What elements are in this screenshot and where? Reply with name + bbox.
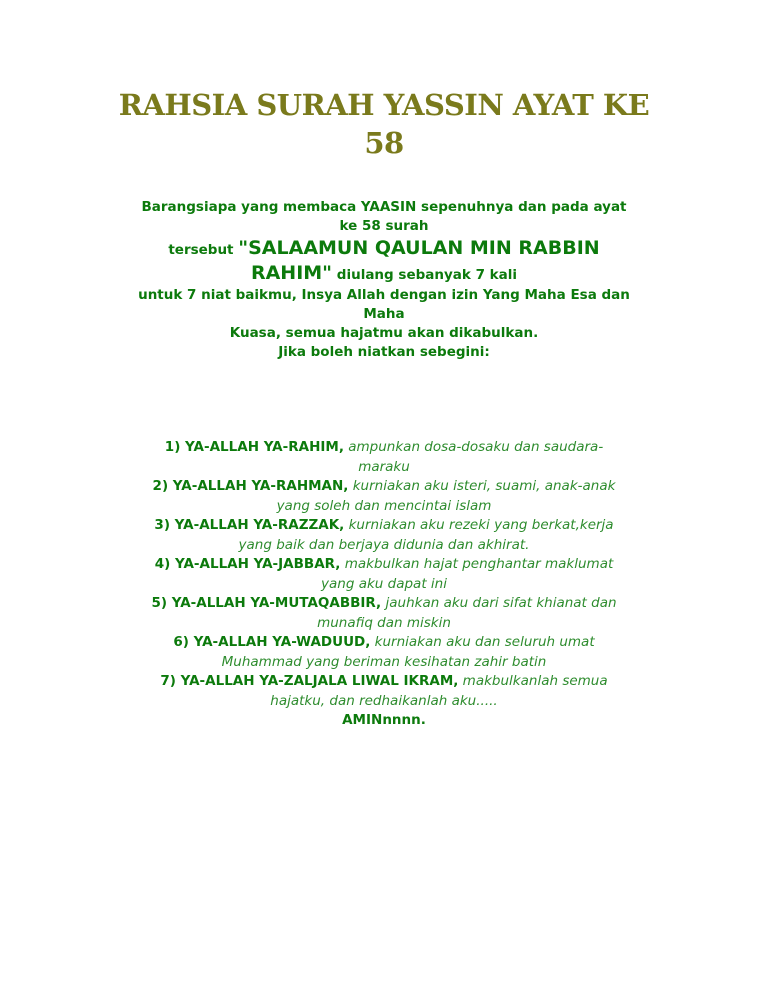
prayer-name: 2) YA-ALLAH YA-RAHMAN, — [152, 478, 349, 494]
intro-line-3 — [100, 236, 668, 261]
prayer-list — [100, 438, 668, 731]
prayer-text-line-1: kurniakan aku dan seluruh umat — [370, 634, 595, 650]
title-line-2: 58 — [364, 126, 404, 160]
prayer-name: 6) YA-ALLAH YA-WADUUD, — [173, 634, 371, 650]
prayer-text-line-1: ampunkan dosa-dosaku dan saudara- — [343, 439, 604, 455]
prayer-name: 4) YA-ALLAH YA-JABBAR, — [154, 556, 341, 572]
prayer-item-1 — [100, 438, 668, 477]
prayer-text-line-2: yang soleh dan mencintai islam — [276, 497, 492, 514]
prayer-item-7 — [100, 672, 668, 711]
prayer-text-line-2: yang baik dan berjaya didunia dan akhirat. — [238, 536, 530, 553]
verse-quote-part-1: "SALAAMUN QAULAN MIN RABBIN — [238, 237, 600, 259]
prayer-text-line-2: yang aku dapat ini — [321, 575, 447, 592]
intro-line-7: Kuasa, semua hajatmu akan dikabulkan. — [229, 325, 539, 341]
prayer-text-line-1: jauhkan aku dari sifat khianat dan — [381, 595, 617, 611]
intro-line-5: untuk 7 niat baikmu, Insya Allah dengan izin Yang Maha Esa dan — [138, 287, 630, 303]
verse-quote-part-2: RAHIM" — [250, 262, 333, 284]
prayer-text-line-1: makbulkanlah semua — [458, 673, 608, 689]
prayer-text-line-2: hajatku, dan redhaikanlah aku..... — [270, 692, 498, 709]
prayer-text-line-2: Muhammad yang beriman kesihatan zahir batin — [221, 653, 547, 670]
prayer-text-line-2: munafiq dan miskin — [317, 614, 451, 631]
closing-amin: AMINnnnn. — [342, 712, 426, 728]
intro-line-1: Barangsiapa yang membaca YAASIN sepenuhnya dan pada ayat — [141, 199, 627, 215]
page-title — [60, 86, 708, 162]
prayer-item-5 — [100, 594, 668, 633]
prayer-item-6 — [100, 633, 668, 672]
title-line-1: RAHSIA SURAH YASSIN AYAT KE — [118, 88, 650, 122]
prayer-item-2 — [100, 477, 668, 516]
prayer-name: 7) YA-ALLAH YA-ZALJALA LIWAL IKRAM, — [160, 673, 459, 689]
prayer-text-line-1: kurniakan aku isteri, suami, anak-anak — [348, 478, 616, 494]
prayer-text-line-1: kurniakan aku rezeki yang berkat,kerja — [344, 517, 614, 533]
prayer-name: 5) YA-ALLAH YA-MUTAQABBIR, — [151, 595, 382, 611]
prayer-name: 3) YA-ALLAH YA-RAZZAK, — [154, 517, 345, 533]
prayer-item-3 — [100, 516, 668, 555]
intro-line-6: Maha — [363, 306, 405, 322]
intro-line-8: Jika boleh niatkan sebegini: — [278, 344, 490, 360]
prayer-name: 1) YA-ALLAH YA-RAHIM, — [164, 439, 344, 455]
intro-line-2: ke 58 surah — [339, 218, 429, 234]
prayer-item-4 — [100, 555, 668, 594]
prayer-text-line-1: makbulkan hajat penghantar maklumat — [340, 556, 614, 572]
intro-line-3-prefix: tersebut — [168, 242, 239, 258]
intro-line-4 — [100, 261, 668, 286]
prayer-text-line-2: maraku — [358, 458, 410, 475]
intro-line-4-suffix: diulang sebanyak 7 kali — [332, 267, 518, 283]
intro-paragraph — [100, 198, 668, 362]
